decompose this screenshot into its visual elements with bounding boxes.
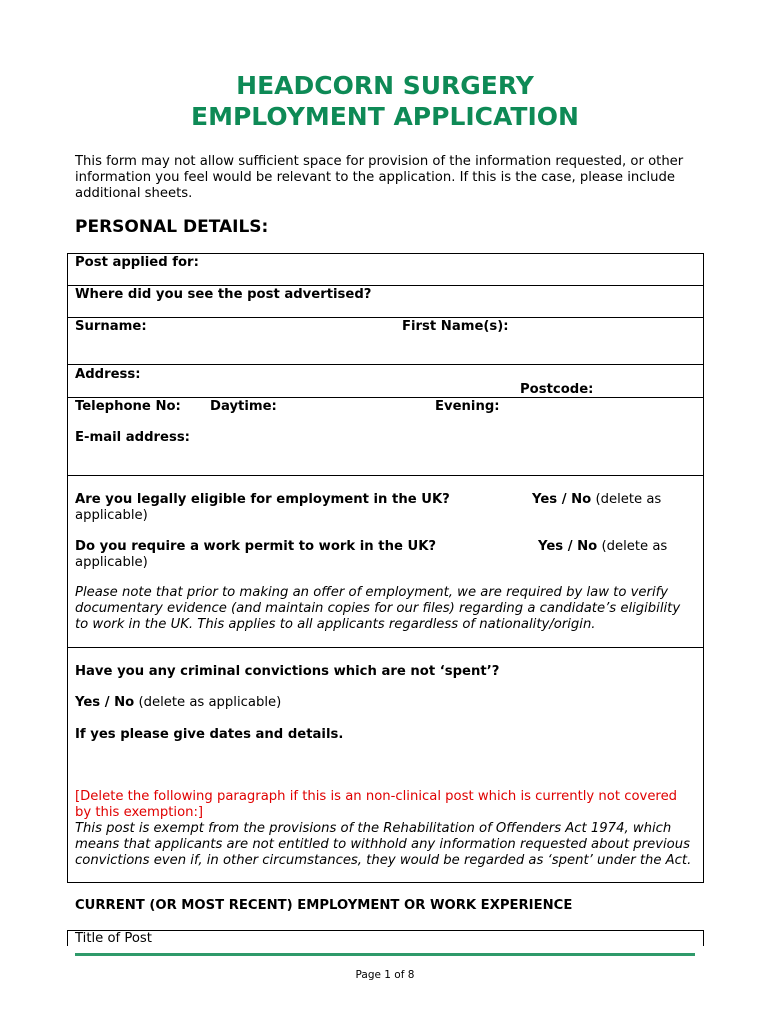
evening-label: Evening: — [435, 399, 500, 414]
name-row[interactable] — [67, 317, 704, 365]
convictions-yes-no[interactable]: Yes / No — [75, 695, 135, 710]
eligible-question: Are you legally eligible for employment in the UK? — [75, 492, 450, 507]
convictions-delete-note: (delete as applicable) — [138, 695, 282, 710]
eligibility-note: Please note that prior to making an offer of employment, we are required by law to verify documentary evidence (and maintain copies for our files) regarding a candidate’s eligibility to work in the UK. This applies to all applicants regardless of nationality/origin. — [75, 585, 681, 632]
work-permit-yes-no[interactable]: Yes / No — [538, 539, 598, 554]
email-label: E-mail address: — [75, 430, 190, 445]
first-names-label: First Name(s): — [402, 319, 509, 334]
exemption-instruction: [Delete the following paragraph if this is an non-clinical post which is currently not covered by this exemption:] — [75, 789, 678, 820]
eligible-delete-note-cont: applicable) — [75, 508, 148, 523]
advertised-label: Where did you see the post advertised? — [75, 287, 372, 302]
daytime-label: Daytime: — [210, 399, 277, 414]
work-permit-question: Do you require a work permit to work in the UK? — [75, 539, 437, 554]
surname-label: Surname: — [75, 319, 147, 334]
exemption-text: This post is exempt from the provisions of the Rehabilitation of Offenders Act 1974, which means that applicants are not entitled to withhold any information requested about previous convictions even if, in other circumstances, they would be regarded as ‘spent’ under the Act. — [75, 821, 692, 868]
personal-details-heading: PERSONAL DETAILS: — [75, 217, 269, 237]
form-title — [0, 70, 770, 132]
title-of-post-label: Title of Post — [75, 931, 152, 946]
postcode-label: Postcode: — [520, 382, 594, 397]
contact-row[interactable] — [67, 397, 704, 476]
work-permit-delete-note: (delete as — [601, 539, 668, 554]
eligible-delete-note: (delete as — [595, 492, 662, 507]
eligible-answer[interactable] — [532, 492, 661, 508]
work-permit-delete-note-cont: applicable) — [75, 555, 148, 570]
address-label: Address: — [75, 367, 141, 382]
footer-divider — [75, 953, 695, 956]
convictions-details-label: If yes please give dates and details. — [75, 727, 344, 742]
address-row[interactable] — [67, 364, 704, 398]
title-line-2: EMPLOYMENT APPLICATION — [191, 102, 579, 131]
title-line-1: HEADCORN SURGERY — [236, 71, 534, 100]
convictions-section — [67, 647, 704, 883]
eligible-yes-no[interactable]: Yes / No — [532, 492, 592, 507]
post-applied-row[interactable] — [67, 253, 704, 286]
advertised-row[interactable] — [67, 285, 704, 318]
employment-heading: CURRENT (OR MOST RECENT) EMPLOYMENT OR WORK EXPERIENCE — [75, 898, 573, 913]
title-of-post-field[interactable] — [67, 930, 704, 946]
post-applied-label: Post applied for: — [75, 255, 199, 270]
work-permit-answer[interactable] — [538, 539, 667, 555]
convictions-answer[interactable] — [75, 695, 281, 711]
eligibility-section — [67, 475, 704, 648]
telephone-label: Telephone No: — [75, 399, 181, 414]
intro-text: This form may not allow sufficient space for provision of the information requested, or other information you feel would be relevant to the application. If this is the case, please include additional sheets. — [75, 154, 684, 201]
convictions-question: Have you any criminal convictions which are not ‘spent’? — [75, 664, 500, 679]
page-number: Page 1 of 8 — [355, 969, 415, 981]
